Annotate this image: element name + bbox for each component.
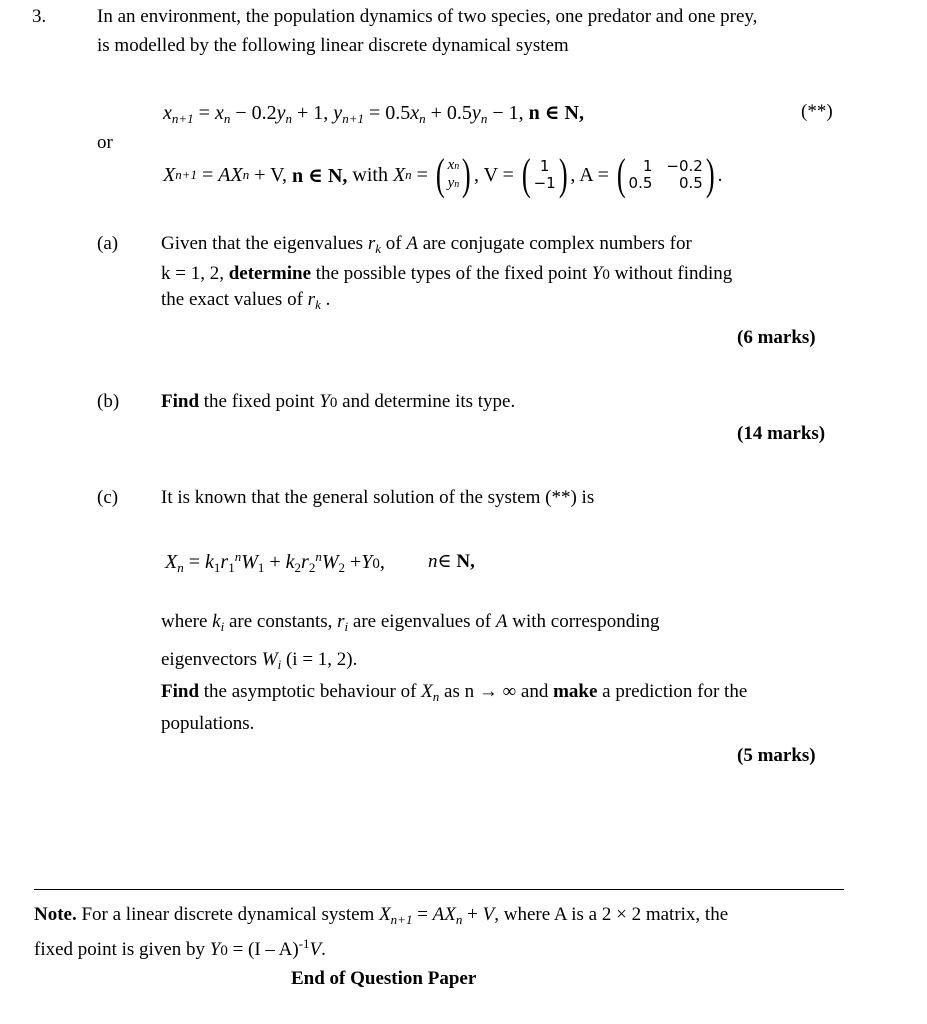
part-c-label: (c) (97, 487, 119, 508)
or-label: or (97, 132, 113, 153)
part-c-find-line-1: Find the asymptotic behaviour of $X_n$ as n → ∞ and make a prediction for the (161, 681, 748, 704)
question-number: 3. (32, 6, 47, 27)
part-c-where: where $k_i$ are constants, $r_i$ are eigenvalues of A with corresponding (161, 611, 660, 634)
divider-line (34, 889, 844, 890)
note-line-1: Note. For a linear discrete dynamical system $X_{n+1} = AX_n + V$, where A is a 2 × 2 matrix, the (34, 904, 729, 927)
note-line-2: fixed point is given by Y0 = (I – A)$^{-1}$V. (34, 936, 326, 960)
part-a-line-1: Given that the eigenvalues $r_k$ of A are conjugate complex numbers for (161, 233, 692, 256)
part-a-marks: (6 marks) (737, 327, 816, 348)
part-b-text: Find the fixed point Y0 and determine its type. (161, 391, 516, 412)
equation-system: $x_{n+1} = x_n - 0.2y_n + 1$, $y_{n+1} = 0.5x_n + 0.5y_n - 1$, n ∈ N, (163, 102, 584, 126)
part-b-marks: (14 marks) (737, 423, 826, 444)
part-b-label: (b) (97, 391, 120, 412)
part-c-eigenvectors: eigenvectors $W_i$ (i = 1, 2). (161, 649, 358, 672)
intro-line-2: is modelled by the following linear discrete dynamical system (97, 35, 569, 56)
part-c-marks: (5 marks) (737, 745, 816, 766)
part-c-find-line-2: populations. (161, 713, 255, 734)
end-of-paper: End of Question Paper (291, 968, 477, 989)
a-matrix: ( 1 −0.2 0.5 0.5 ) (616, 150, 715, 199)
intro-line-1: In an environment, the population dynamics of two species, one predator and one prey, (97, 6, 758, 27)
general-solution: $X_n = k_1r_1^nW_1 + k_2r_2^nW_2 +Y0$, (165, 549, 385, 575)
matrix-equation: X n+1 = A X n + V, n ∈ N, with X n = ( xn yn ) , V = ( 1 −1 ) , A = ( 1 −0.2 0.5 0.5 ) . (163, 150, 723, 199)
state-vector: ( xn yn ) (435, 150, 472, 199)
part-c-line-1: It is known that the general solution of the system (**) is (161, 487, 595, 508)
equation-label: (**) (801, 101, 833, 122)
part-a-line-3: the exact values of $r_k$ . (161, 289, 331, 312)
part-a-label: (a) (97, 233, 119, 254)
part-a-line-2: k = 1, 2, determine the possible types of the fixed point Y0 without finding (161, 263, 733, 284)
solution-domain: n∈ N, (428, 551, 475, 572)
v-vector: ( 1 −1 ) (521, 150, 568, 199)
